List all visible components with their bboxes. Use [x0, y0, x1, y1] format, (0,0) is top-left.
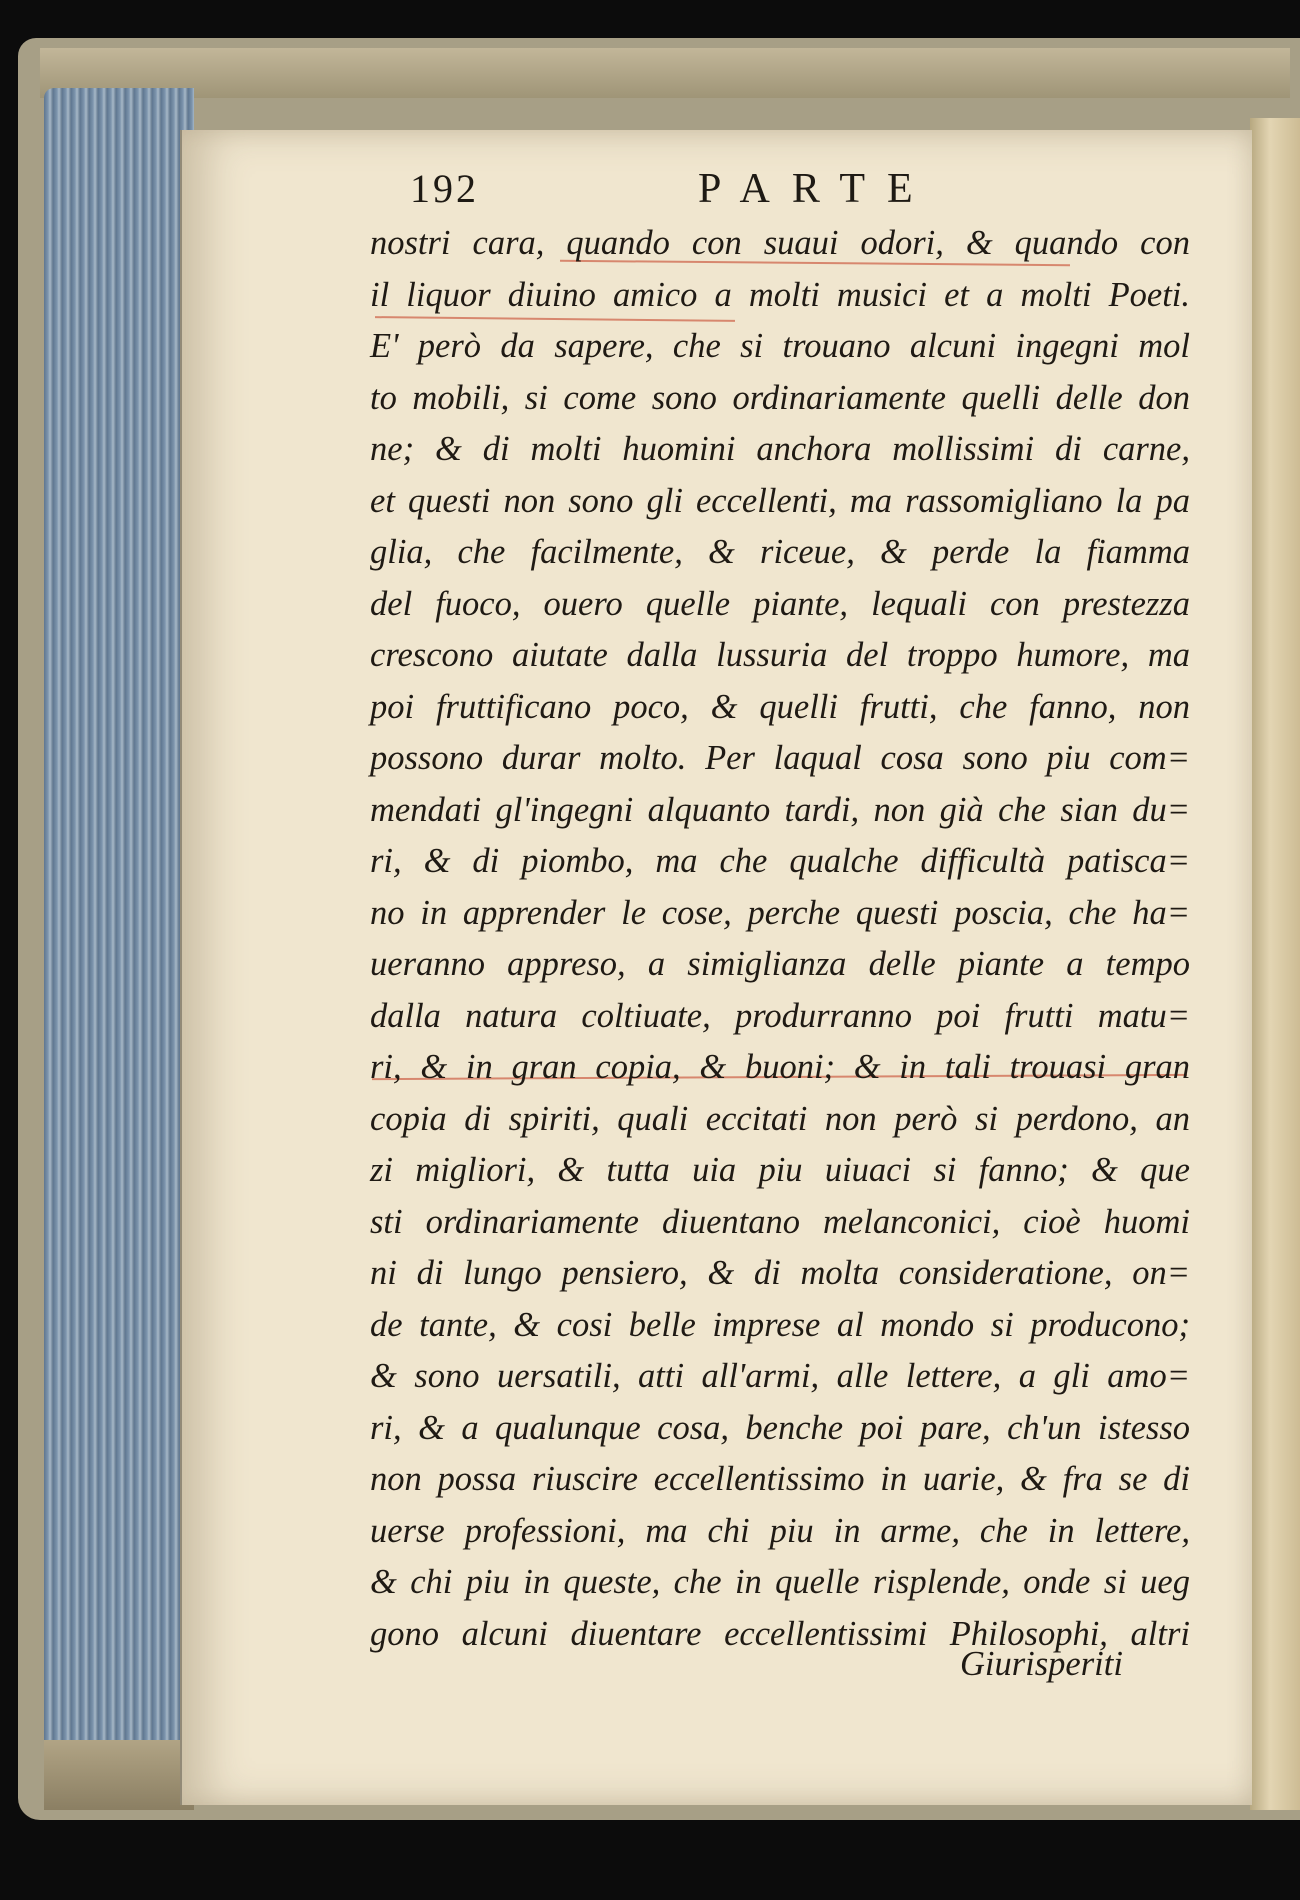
- book-top-edge: [40, 48, 1290, 98]
- text-line: copia di spiriti, quali eccitati non però si perdono, an: [370, 1099, 1190, 1138]
- text-line: et questi non sono gli eccellenti, ma rassomigliano la pa: [370, 481, 1190, 520]
- facing-page-edge: [1250, 118, 1300, 1810]
- page-stack-edge: [44, 88, 194, 1806]
- text-line: zi migliori, & tutta uia piu uiuaci si fanno; & que: [370, 1151, 1190, 1189]
- text-line: nostri cara, quando con suaui odori, & quando con: [370, 224, 1190, 262]
- text-line: ne; & di molti huomini anchora mollissimi di carne,: [370, 430, 1190, 468]
- page-text: [370, 218, 1190, 1660]
- text-line: dalla natura coltiuate, produrranno poi frutti matu=: [370, 996, 1190, 1035]
- text-line: sti ordinariamente diuentano melanconici, cioè huomi: [370, 1202, 1190, 1241]
- text-line: glia, che facilmente, & riceue, & perde la fiamma: [370, 533, 1190, 571]
- text-line: no in apprender le cose, perche questi poscia, che ha=: [370, 893, 1190, 932]
- text-line: ueranno appreso, a simiglianza delle piante a tempo: [370, 945, 1190, 983]
- text-line: il liquor diuino amico a molti musici et a molti Poeti.: [370, 275, 1190, 314]
- page-number: 192: [410, 166, 479, 211]
- text-line: mendati gl'ingegni alquanto tardi, non già che sian du=: [370, 790, 1190, 829]
- text-line: E' però da sapere, che si trouano alcuni ingegni mol: [370, 327, 1190, 365]
- text-line: to mobili, si come sono ordinariamente quelli delle don: [370, 378, 1190, 417]
- text-line: ri, & a qualunque cosa, benche poi pare, ch'un istesso: [370, 1408, 1190, 1447]
- text-line: poi fruttificano poco, & quelli frutti, che fanno, non: [370, 687, 1190, 726]
- text-line: ri, & in gran copia, & buoni; & in tali trouasi gran: [370, 1048, 1190, 1086]
- text-line: crescono aiutate dalla lussuria del troppo humore, ma: [370, 636, 1190, 674]
- page-header: [370, 165, 1190, 225]
- text-line: & sono uersatili, atti all'armi, alle lettere, a gli amo=: [370, 1357, 1190, 1395]
- catchword: Giurisperiti: [960, 1645, 1123, 1683]
- book-bottom-corner: [44, 1740, 194, 1810]
- text-line: non possa riuscire eccellentissimo in uarie, & fra se di: [370, 1460, 1190, 1498]
- text-line: possono durar molto. Per laqual cosa sono piu com=: [370, 739, 1190, 777]
- text-line: ni di lungo pensiero, & di molta consideratione, on=: [370, 1254, 1190, 1292]
- text-line: uerse professioni, ma chi piu in arme, che in lettere,: [370, 1511, 1190, 1550]
- text-line: del fuoco, ouero quelle piante, lequali con prestezza: [370, 584, 1190, 623]
- text-line: ri, & di piombo, ma che qualche difficultà patisca=: [370, 842, 1190, 880]
- text-line: & chi piu in queste, che in quelle risplende, onde si ueg: [370, 1563, 1190, 1601]
- text-line: de tante, & cosi belle imprese al mondo si producono;: [370, 1305, 1190, 1344]
- text-line: gono alcuni diuentare eccellentissimi Philosophi, altri: [370, 1614, 1190, 1653]
- running-head: PARTE: [698, 166, 935, 212]
